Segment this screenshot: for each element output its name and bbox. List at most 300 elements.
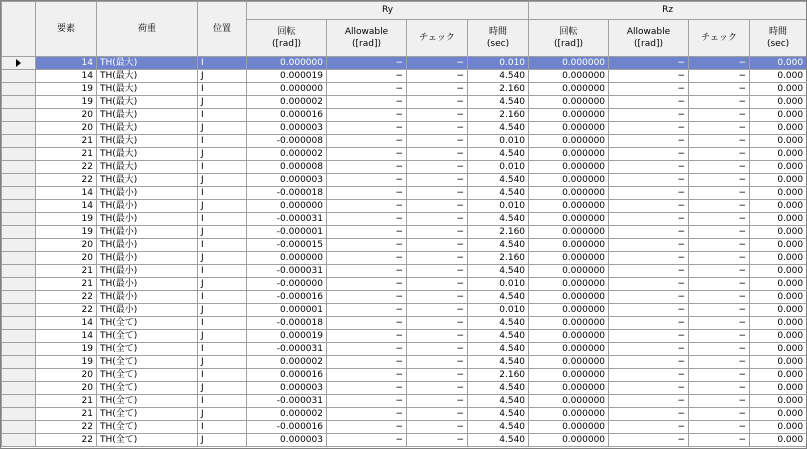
- ry-time-cell[interactable]: 4.540: [468, 343, 529, 356]
- rz-allowable-cell[interactable]: −: [609, 109, 689, 122]
- ry-rotation-cell[interactable]: 0.000000: [247, 83, 327, 96]
- ry-allowable-cell[interactable]: −: [327, 356, 407, 369]
- table-row[interactable]: [2, 278, 807, 291]
- ry-allowable-cell[interactable]: −: [327, 317, 407, 330]
- ry-rotation-cell[interactable]: -0.000031: [247, 213, 327, 226]
- rz-rotation-cell[interactable]: 0.000000: [529, 330, 609, 343]
- ry-allowable-cell[interactable]: −: [327, 408, 407, 421]
- table-row[interactable]: [2, 395, 807, 408]
- ry-rotation-cell[interactable]: -0.000008: [247, 135, 327, 148]
- rz-check-cell[interactable]: −: [689, 395, 750, 408]
- rz-allowable-cell[interactable]: −: [609, 421, 689, 434]
- ry-rotation-cell[interactable]: 0.000000: [247, 57, 327, 70]
- ry-time-cell[interactable]: 4.540: [468, 317, 529, 330]
- table-row[interactable]: [2, 382, 807, 395]
- rz-time-cell[interactable]: 0.000: [750, 382, 807, 395]
- position-cell[interactable]: I: [198, 213, 247, 226]
- ry-check-cell[interactable]: −: [407, 252, 468, 265]
- ry-time-cell[interactable]: 4.540: [468, 70, 529, 83]
- ry-check-cell[interactable]: −: [407, 291, 468, 304]
- rz-time-cell[interactable]: 0.000: [750, 148, 807, 161]
- row-selector[interactable]: [2, 265, 36, 278]
- element-cell[interactable]: 22: [36, 174, 97, 187]
- rz-time-cell[interactable]: 0.000: [750, 96, 807, 109]
- rz-time-cell[interactable]: 0.000: [750, 395, 807, 408]
- ry-rotation-cell[interactable]: -0.000018: [247, 317, 327, 330]
- rz-rotation-cell[interactable]: 0.000000: [529, 291, 609, 304]
- position-cell[interactable]: J: [198, 122, 247, 135]
- element-cell[interactable]: 20: [36, 109, 97, 122]
- row-selector[interactable]: [2, 434, 36, 447]
- rz-time-cell[interactable]: 0.000: [750, 317, 807, 330]
- rz-time-cell[interactable]: 0.000: [750, 421, 807, 434]
- load-cell[interactable]: TH(最小): [97, 252, 198, 265]
- rz-rotation-cell[interactable]: 0.000000: [529, 174, 609, 187]
- rz-allowable-cell[interactable]: −: [609, 343, 689, 356]
- row-selector[interactable]: [2, 122, 36, 135]
- rz-check-cell[interactable]: −: [689, 421, 750, 434]
- rz-check-cell[interactable]: −: [689, 317, 750, 330]
- ry-check-cell[interactable]: −: [407, 161, 468, 174]
- position-cell[interactable]: I: [198, 317, 247, 330]
- element-cell[interactable]: 14: [36, 317, 97, 330]
- corner-header[interactable]: [2, 2, 36, 57]
- ry-check-cell[interactable]: −: [407, 239, 468, 252]
- load-cell[interactable]: TH(全て): [97, 382, 198, 395]
- rz-check-cell[interactable]: −: [689, 239, 750, 252]
- table-row[interactable]: [2, 265, 807, 278]
- ry-time-cell[interactable]: 2.160: [468, 83, 529, 96]
- table-row[interactable]: [2, 317, 807, 330]
- ry-time-cell[interactable]: 4.540: [468, 265, 529, 278]
- rz-time-cell[interactable]: 0.000: [750, 161, 807, 174]
- col-header-element[interactable]: 要素: [36, 2, 97, 57]
- rz-rotation-cell[interactable]: 0.000000: [529, 395, 609, 408]
- row-selector[interactable]: [2, 408, 36, 421]
- row-selector[interactable]: [2, 70, 36, 83]
- rz-allowable-cell[interactable]: −: [609, 369, 689, 382]
- load-cell[interactable]: TH(最小): [97, 226, 198, 239]
- ry-allowable-cell[interactable]: −: [327, 213, 407, 226]
- ry-check-cell[interactable]: −: [407, 304, 468, 317]
- row-selector[interactable]: [2, 343, 36, 356]
- table-row[interactable]: [2, 148, 807, 161]
- element-cell[interactable]: 20: [36, 122, 97, 135]
- ry-time-cell[interactable]: 2.160: [468, 226, 529, 239]
- rz-allowable-cell[interactable]: −: [609, 265, 689, 278]
- ry-time-cell[interactable]: 4.540: [468, 213, 529, 226]
- col-header-ry-allowable[interactable]: Allowable ([rad]): [327, 20, 407, 57]
- table-row[interactable]: [2, 161, 807, 174]
- table-row[interactable]: [2, 83, 807, 96]
- rz-check-cell[interactable]: −: [689, 83, 750, 96]
- table-row[interactable]: [2, 200, 807, 213]
- rz-time-cell[interactable]: 0.000: [750, 135, 807, 148]
- rz-allowable-cell[interactable]: −: [609, 174, 689, 187]
- ry-check-cell[interactable]: −: [407, 226, 468, 239]
- col-header-rz-time[interactable]: 時間 (sec): [750, 20, 807, 57]
- element-cell[interactable]: 19: [36, 83, 97, 96]
- ry-allowable-cell[interactable]: −: [327, 382, 407, 395]
- ry-allowable-cell[interactable]: −: [327, 265, 407, 278]
- ry-allowable-cell[interactable]: −: [327, 239, 407, 252]
- position-cell[interactable]: J: [198, 382, 247, 395]
- position-cell[interactable]: J: [198, 174, 247, 187]
- ry-time-cell[interactable]: 4.540: [468, 382, 529, 395]
- ry-rotation-cell[interactable]: 0.000008: [247, 161, 327, 174]
- ry-rotation-cell[interactable]: -0.000031: [247, 265, 327, 278]
- element-cell[interactable]: 22: [36, 434, 97, 447]
- table-row[interactable]: [2, 343, 807, 356]
- ry-check-cell[interactable]: −: [407, 187, 468, 200]
- ry-allowable-cell[interactable]: −: [327, 252, 407, 265]
- ry-rotation-cell[interactable]: 0.000019: [247, 330, 327, 343]
- col-header-ry-check[interactable]: チェック: [407, 20, 468, 57]
- ry-check-cell[interactable]: −: [407, 382, 468, 395]
- rz-check-cell[interactable]: −: [689, 343, 750, 356]
- position-cell[interactable]: I: [198, 239, 247, 252]
- ry-allowable-cell[interactable]: −: [327, 57, 407, 70]
- rz-rotation-cell[interactable]: 0.000000: [529, 226, 609, 239]
- table-row[interactable]: [2, 252, 807, 265]
- rz-check-cell[interactable]: −: [689, 265, 750, 278]
- row-selector[interactable]: [2, 57, 36, 70]
- ry-rotation-cell[interactable]: 0.000002: [247, 148, 327, 161]
- ry-allowable-cell[interactable]: −: [327, 395, 407, 408]
- rz-time-cell[interactable]: 0.000: [750, 70, 807, 83]
- row-selector[interactable]: [2, 291, 36, 304]
- table-row[interactable]: [2, 239, 807, 252]
- rz-rotation-cell[interactable]: 0.000000: [529, 200, 609, 213]
- ry-rotation-cell[interactable]: -0.000016: [247, 291, 327, 304]
- ry-rotation-cell[interactable]: 0.000002: [247, 356, 327, 369]
- element-cell[interactable]: 22: [36, 161, 97, 174]
- ry-check-cell[interactable]: −: [407, 135, 468, 148]
- rz-rotation-cell[interactable]: 0.000000: [529, 369, 609, 382]
- position-cell[interactable]: J: [198, 148, 247, 161]
- table-row[interactable]: [2, 135, 807, 148]
- rz-allowable-cell[interactable]: −: [609, 239, 689, 252]
- ry-allowable-cell[interactable]: −: [327, 434, 407, 447]
- position-cell[interactable]: I: [198, 291, 247, 304]
- rz-rotation-cell[interactable]: 0.000000: [529, 57, 609, 70]
- rz-time-cell[interactable]: 0.000: [750, 356, 807, 369]
- ry-rotation-cell[interactable]: -0.000015: [247, 239, 327, 252]
- ry-time-cell[interactable]: 4.540: [468, 148, 529, 161]
- row-selector[interactable]: [2, 187, 36, 200]
- ry-check-cell[interactable]: −: [407, 356, 468, 369]
- load-cell[interactable]: TH(全て): [97, 369, 198, 382]
- element-cell[interactable]: 19: [36, 226, 97, 239]
- rz-check-cell[interactable]: −: [689, 382, 750, 395]
- position-cell[interactable]: J: [198, 252, 247, 265]
- ry-allowable-cell[interactable]: −: [327, 421, 407, 434]
- element-cell[interactable]: 14: [36, 200, 97, 213]
- row-selector[interactable]: [2, 304, 36, 317]
- ry-rotation-cell[interactable]: 0.000016: [247, 369, 327, 382]
- rz-rotation-cell[interactable]: 0.000000: [529, 187, 609, 200]
- col-header-rz-allowable[interactable]: Allowable ([rad]): [609, 20, 689, 57]
- position-cell[interactable]: J: [198, 96, 247, 109]
- rz-rotation-cell[interactable]: 0.000000: [529, 109, 609, 122]
- ry-allowable-cell[interactable]: −: [327, 70, 407, 83]
- rz-time-cell[interactable]: 0.000: [750, 291, 807, 304]
- row-selector[interactable]: [2, 278, 36, 291]
- ry-time-cell[interactable]: 4.540: [468, 356, 529, 369]
- ry-allowable-cell[interactable]: −: [327, 343, 407, 356]
- rz-allowable-cell[interactable]: −: [609, 83, 689, 96]
- load-cell[interactable]: TH(最大): [97, 57, 198, 70]
- table-row[interactable]: [2, 57, 807, 70]
- load-cell[interactable]: TH(最小): [97, 304, 198, 317]
- col-header-rz-check[interactable]: チェック: [689, 20, 750, 57]
- ry-check-cell[interactable]: −: [407, 200, 468, 213]
- ry-rotation-cell[interactable]: 0.000002: [247, 408, 327, 421]
- rz-time-cell[interactable]: 0.000: [750, 239, 807, 252]
- rz-check-cell[interactable]: −: [689, 109, 750, 122]
- rz-time-cell[interactable]: 0.000: [750, 83, 807, 96]
- ry-time-cell[interactable]: 4.540: [468, 421, 529, 434]
- ry-time-cell[interactable]: 0.010: [468, 57, 529, 70]
- element-cell[interactable]: 21: [36, 148, 97, 161]
- ry-rotation-cell[interactable]: -0.000031: [247, 343, 327, 356]
- ry-rotation-cell[interactable]: 0.000003: [247, 434, 327, 447]
- ry-check-cell[interactable]: −: [407, 278, 468, 291]
- ry-rotation-cell[interactable]: -0.000001: [247, 226, 327, 239]
- rz-allowable-cell[interactable]: −: [609, 122, 689, 135]
- load-cell[interactable]: TH(全て): [97, 356, 198, 369]
- position-cell[interactable]: I: [198, 343, 247, 356]
- rz-check-cell[interactable]: −: [689, 200, 750, 213]
- row-selector[interactable]: [2, 421, 36, 434]
- rz-rotation-cell[interactable]: 0.000000: [529, 239, 609, 252]
- ry-check-cell[interactable]: −: [407, 369, 468, 382]
- load-cell[interactable]: TH(最大): [97, 109, 198, 122]
- rz-time-cell[interactable]: 0.000: [750, 330, 807, 343]
- rz-check-cell[interactable]: −: [689, 291, 750, 304]
- load-cell[interactable]: TH(最小): [97, 278, 198, 291]
- row-selector[interactable]: [2, 148, 36, 161]
- load-cell[interactable]: TH(最大): [97, 122, 198, 135]
- rz-check-cell[interactable]: −: [689, 96, 750, 109]
- rz-rotation-cell[interactable]: 0.000000: [529, 343, 609, 356]
- load-cell[interactable]: TH(全て): [97, 343, 198, 356]
- element-cell[interactable]: 20: [36, 252, 97, 265]
- ry-time-cell[interactable]: 4.540: [468, 330, 529, 343]
- ry-check-cell[interactable]: −: [407, 174, 468, 187]
- ry-check-cell[interactable]: −: [407, 109, 468, 122]
- row-selector[interactable]: [2, 135, 36, 148]
- table-row[interactable]: [2, 434, 807, 447]
- ry-rotation-cell[interactable]: 0.000003: [247, 174, 327, 187]
- element-cell[interactable]: 14: [36, 70, 97, 83]
- ry-rotation-cell[interactable]: 0.000000: [247, 200, 327, 213]
- ry-time-cell[interactable]: 0.010: [468, 161, 529, 174]
- ry-check-cell[interactable]: −: [407, 408, 468, 421]
- ry-check-cell[interactable]: −: [407, 421, 468, 434]
- load-cell[interactable]: TH(最小): [97, 200, 198, 213]
- load-cell[interactable]: TH(全て): [97, 421, 198, 434]
- element-cell[interactable]: 21: [36, 265, 97, 278]
- position-cell[interactable]: J: [198, 70, 247, 83]
- rz-allowable-cell[interactable]: −: [609, 57, 689, 70]
- ry-rotation-cell[interactable]: 0.000003: [247, 382, 327, 395]
- row-selector[interactable]: [2, 356, 36, 369]
- row-selector[interactable]: [2, 317, 36, 330]
- table-row[interactable]: [2, 421, 807, 434]
- table-row[interactable]: [2, 226, 807, 239]
- rz-time-cell[interactable]: 0.000: [750, 304, 807, 317]
- load-cell[interactable]: TH(全て): [97, 434, 198, 447]
- rz-check-cell[interactable]: −: [689, 135, 750, 148]
- element-cell[interactable]: 20: [36, 239, 97, 252]
- rz-check-cell[interactable]: −: [689, 278, 750, 291]
- row-selector[interactable]: [2, 382, 36, 395]
- ry-check-cell[interactable]: −: [407, 434, 468, 447]
- ry-time-cell[interactable]: 2.160: [468, 252, 529, 265]
- rz-check-cell[interactable]: −: [689, 408, 750, 421]
- ry-check-cell[interactable]: −: [407, 122, 468, 135]
- ry-rotation-cell[interactable]: -0.000031: [247, 395, 327, 408]
- rz-rotation-cell[interactable]: 0.000000: [529, 304, 609, 317]
- rz-allowable-cell[interactable]: −: [609, 200, 689, 213]
- element-cell[interactable]: 22: [36, 421, 97, 434]
- position-cell[interactable]: I: [198, 369, 247, 382]
- ry-check-cell[interactable]: −: [407, 395, 468, 408]
- rz-rotation-cell[interactable]: 0.000000: [529, 317, 609, 330]
- table-row[interactable]: [2, 96, 807, 109]
- ry-check-cell[interactable]: −: [407, 317, 468, 330]
- row-selector[interactable]: [2, 369, 36, 382]
- row-selector[interactable]: [2, 109, 36, 122]
- rz-time-cell[interactable]: 0.000: [750, 200, 807, 213]
- ry-rotation-cell[interactable]: 0.000016: [247, 109, 327, 122]
- load-cell[interactable]: TH(最大): [97, 96, 198, 109]
- rz-allowable-cell[interactable]: −: [609, 70, 689, 83]
- rz-check-cell[interactable]: −: [689, 356, 750, 369]
- rz-time-cell[interactable]: 0.000: [750, 109, 807, 122]
- rz-time-cell[interactable]: 0.000: [750, 278, 807, 291]
- rz-rotation-cell[interactable]: 0.000000: [529, 70, 609, 83]
- rz-time-cell[interactable]: 0.000: [750, 434, 807, 447]
- ry-allowable-cell[interactable]: −: [327, 135, 407, 148]
- element-cell[interactable]: 22: [36, 304, 97, 317]
- rz-check-cell[interactable]: −: [689, 369, 750, 382]
- rz-time-cell[interactable]: 0.000: [750, 369, 807, 382]
- rz-allowable-cell[interactable]: −: [609, 408, 689, 421]
- element-cell[interactable]: 21: [36, 395, 97, 408]
- load-cell[interactable]: TH(最大): [97, 148, 198, 161]
- position-cell[interactable]: I: [198, 57, 247, 70]
- position-cell[interactable]: J: [198, 200, 247, 213]
- load-cell[interactable]: TH(最大): [97, 83, 198, 96]
- ry-time-cell[interactable]: 0.010: [468, 200, 529, 213]
- position-cell[interactable]: I: [198, 83, 247, 96]
- load-cell[interactable]: TH(最大): [97, 174, 198, 187]
- rz-time-cell[interactable]: 0.000: [750, 408, 807, 421]
- position-cell[interactable]: I: [198, 187, 247, 200]
- load-cell[interactable]: TH(全て): [97, 330, 198, 343]
- ry-rotation-cell[interactable]: 0.000000: [247, 252, 327, 265]
- load-cell[interactable]: TH(最大): [97, 70, 198, 83]
- rz-rotation-cell[interactable]: 0.000000: [529, 265, 609, 278]
- load-cell[interactable]: TH(最小): [97, 291, 198, 304]
- load-cell[interactable]: TH(最大): [97, 161, 198, 174]
- col-header-position[interactable]: 位置: [198, 2, 247, 57]
- position-cell[interactable]: I: [198, 161, 247, 174]
- element-cell[interactable]: 14: [36, 187, 97, 200]
- rz-allowable-cell[interactable]: −: [609, 226, 689, 239]
- rz-check-cell[interactable]: −: [689, 252, 750, 265]
- position-cell[interactable]: J: [198, 434, 247, 447]
- rz-time-cell[interactable]: 0.000: [750, 252, 807, 265]
- rz-time-cell[interactable]: 0.000: [750, 226, 807, 239]
- element-cell[interactable]: 21: [36, 408, 97, 421]
- load-cell[interactable]: TH(最小): [97, 239, 198, 252]
- rz-rotation-cell[interactable]: 0.000000: [529, 96, 609, 109]
- rz-allowable-cell[interactable]: −: [609, 304, 689, 317]
- ry-allowable-cell[interactable]: −: [327, 200, 407, 213]
- ry-allowable-cell[interactable]: −: [327, 96, 407, 109]
- ry-check-cell[interactable]: −: [407, 57, 468, 70]
- rz-check-cell[interactable]: −: [689, 174, 750, 187]
- position-cell[interactable]: I: [198, 395, 247, 408]
- ry-time-cell[interactable]: 0.010: [468, 135, 529, 148]
- ry-check-cell[interactable]: −: [407, 330, 468, 343]
- ry-rotation-cell[interactable]: 0.000001: [247, 304, 327, 317]
- table-row[interactable]: [2, 369, 807, 382]
- ry-check-cell[interactable]: −: [407, 70, 468, 83]
- ry-allowable-cell[interactable]: −: [327, 226, 407, 239]
- ry-rotation-cell[interactable]: -0.000000: [247, 278, 327, 291]
- ry-time-cell[interactable]: 4.540: [468, 187, 529, 200]
- rz-check-cell[interactable]: −: [689, 226, 750, 239]
- table-row[interactable]: [2, 109, 807, 122]
- ry-rotation-cell[interactable]: 0.000002: [247, 96, 327, 109]
- ry-rotation-cell[interactable]: -0.000018: [247, 187, 327, 200]
- ry-allowable-cell[interactable]: −: [327, 330, 407, 343]
- ry-rotation-cell[interactable]: 0.000019: [247, 70, 327, 83]
- row-selector[interactable]: [2, 200, 36, 213]
- position-cell[interactable]: J: [198, 408, 247, 421]
- rz-allowable-cell[interactable]: −: [609, 395, 689, 408]
- rz-check-cell[interactable]: −: [689, 434, 750, 447]
- table-row[interactable]: [2, 70, 807, 83]
- ry-check-cell[interactable]: −: [407, 213, 468, 226]
- element-cell[interactable]: 20: [36, 382, 97, 395]
- row-selector[interactable]: [2, 252, 36, 265]
- rz-time-cell[interactable]: 0.000: [750, 174, 807, 187]
- rz-check-cell[interactable]: −: [689, 213, 750, 226]
- rz-time-cell[interactable]: 0.000: [750, 122, 807, 135]
- table-row[interactable]: [2, 408, 807, 421]
- rz-allowable-cell[interactable]: −: [609, 148, 689, 161]
- ry-time-cell[interactable]: 4.540: [468, 122, 529, 135]
- element-cell[interactable]: 21: [36, 135, 97, 148]
- table-row[interactable]: [2, 304, 807, 317]
- col-header-rz-rotation[interactable]: 回転 ([rad]): [529, 20, 609, 57]
- table-row[interactable]: [2, 330, 807, 343]
- ry-time-cell[interactable]: 4.540: [468, 395, 529, 408]
- ry-time-cell[interactable]: 0.010: [468, 278, 529, 291]
- ry-allowable-cell[interactable]: −: [327, 161, 407, 174]
- rz-time-cell[interactable]: 0.000: [750, 265, 807, 278]
- ry-check-cell[interactable]: −: [407, 148, 468, 161]
- element-cell[interactable]: 19: [36, 343, 97, 356]
- element-cell[interactable]: 22: [36, 291, 97, 304]
- rz-rotation-cell[interactable]: 0.000000: [529, 252, 609, 265]
- ry-time-cell[interactable]: 4.540: [468, 408, 529, 421]
